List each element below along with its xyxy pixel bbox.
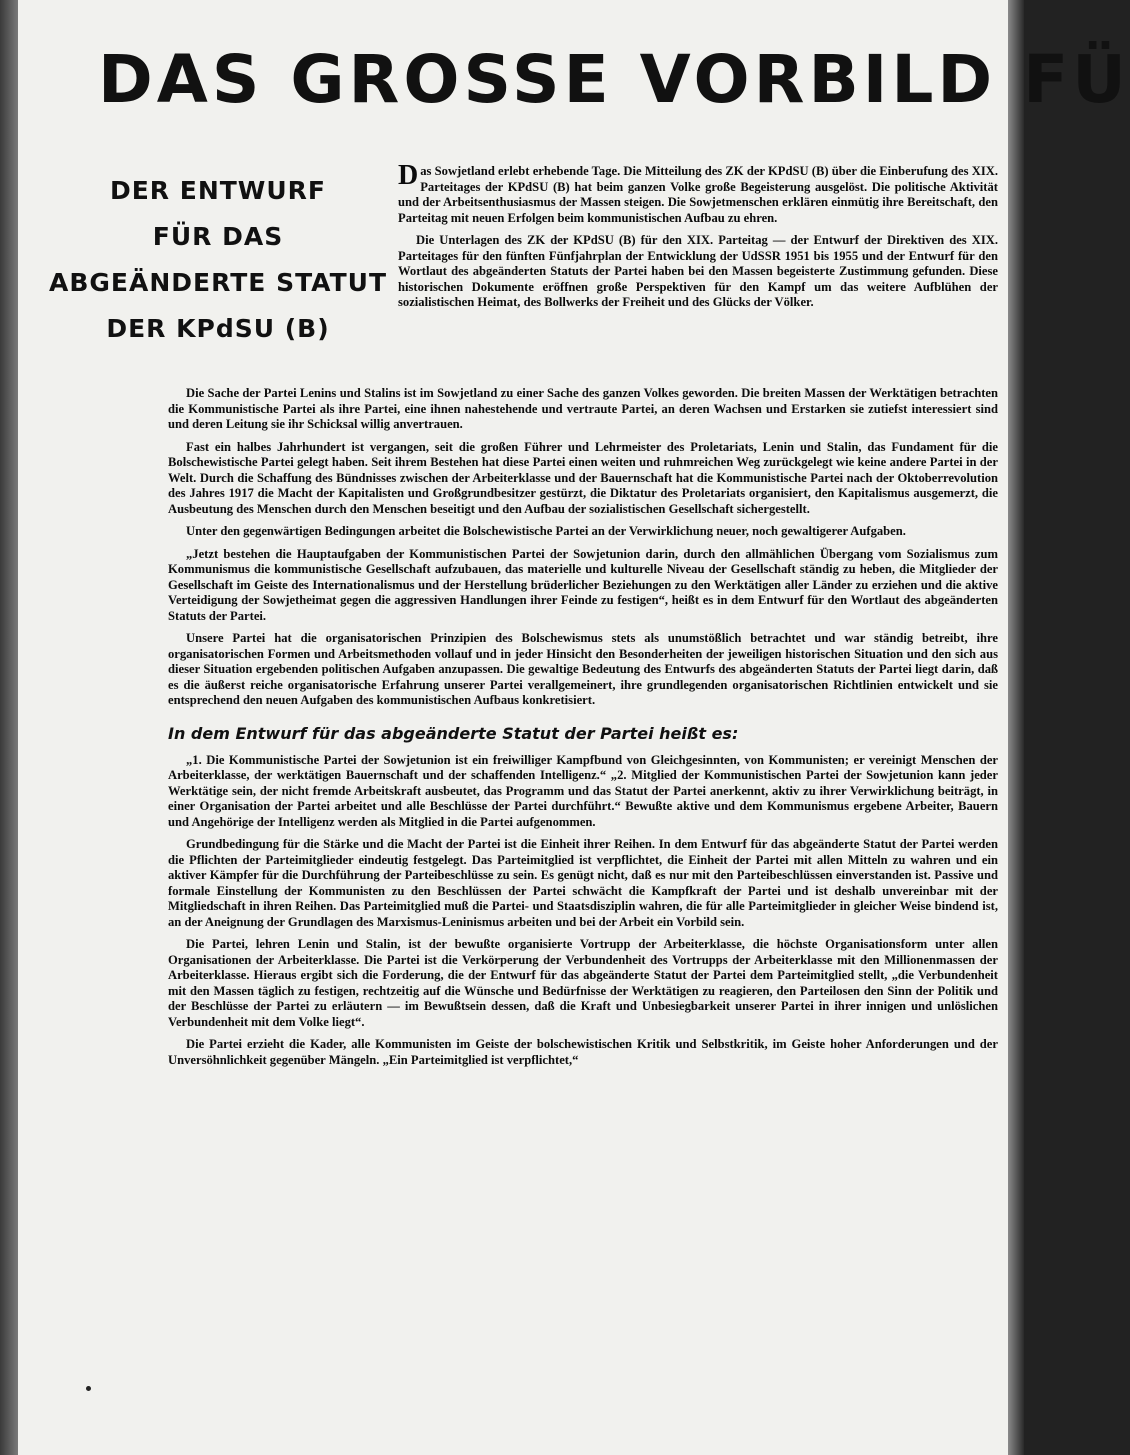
drop-cap: D xyxy=(398,160,419,191)
body-paragraph: Grundbedingung für die Stärke und die Macht der Partei ist die Einheit ihrer Reihen. In dem Entwurf für das abgeänderte Statut der Partei werden die Pflichten der Parteimitglieder eindeutig festgelegt. Das Parteimitglied ist verpflichtet, die Einheit der Partei mit allen Mitteln zu wahren und ein aktiver Kämpfer für die Durchführung der Parteibeschlüsse zu sein. Es genügt nicht, daß es nur mit den Parteibeschlüssen einverstanden ist. Passive und formale Einstellung der Kommunisten zu den Beschlüssen der Partei schwächt die Kampfkraft der Partei und ist deshalb unvereinbar mit der Mitgliedschaft in ihren Reihen. Das Parteimitglied muß die Partei- und Staatsdisziplin wahren, die für alle Parteimitglieder in gleicher Weise bindend ist, an der Aneignung der Grundlagen des Marxismus-Leninismus arbeiten und bei der Arbeit ein Vorbild sein. xyxy=(168,837,998,929)
section-subheading: In dem Entwurf für das abgeänderte Statut der Partei heißt es: xyxy=(168,723,739,743)
article-title-line: FÜR DAS xyxy=(152,222,284,251)
body-paragraph: Die Partei erzieht die Kader, alle Kommunisten im Geiste der bolschewistischen Kritik und Selbstkritik, im Geiste hoher Anforderungen und der Unversöhnlichkeit gegenüber Mängeln. „Ein Parteimitglied ist verpflichtet,“ xyxy=(168,1037,998,1067)
article-body xyxy=(168,386,998,1075)
body-paragraph: „Jetzt bestehen die Hauptaufgaben der Kommunistischen Partei der Sowjetunion darin, durch den allmählichen Übergang vom Sozialismus zum Kommunismus die kommunistische Gesellschaft aufzubauen, das materielle und kulturelle Niveau der Gesellschaft ständig zu heben, die Mitglieder der Gesellschaft im Geiste des Internationalismus und der Herstellung brüderlicher Beziehungen zu den Werktätigen aller Länder zu erziehen und die aktive Verteidigung der Sowjetheimat gegen die aggressiven Handlungen ihrer Feinde zu festigen“, heißt es in dem Entwurf für den Wortlaut des abgeänderten Statuts der Partei. xyxy=(168,546,998,623)
newspaper-page xyxy=(18,0,1130,1455)
intro-paragraph: Die Unterlagen des ZK der KPdSU (B) für den XIX. Parteitag — der Entwurf der Direktiven des XIX. Parteitages für den fünften Fünfjahrplan der Entwicklung der UdSSR 1951 bis 1955 und der Entwurf für den Wortlaut des abgeänderten Statuts der Partei haben bei den Massen begeisterte Zustimmung gefunden. Diese historischen Dokumente eröffnen große Perspektiven für den Kampf um das weitere Aufblühen der sozialistischen Heimat, des Bollwerks der Freiheit und des Glücks der Völker. xyxy=(398,233,998,309)
article-title-line: DER KPdSU (B) xyxy=(106,314,330,343)
intro-column xyxy=(398,160,998,318)
scan-left-edge xyxy=(0,0,18,1455)
body-paragraph: „1. Die Kommunistische Partei der Sowjetunion ist ein freiwilliger Kampfbund von Gleichgesinnten, von Kommunisten; er vereinigt Menschen der Arbeiterklasse, der werktätigen Bauernschaft und der schaffenden Intelligenz.“ „2. Mitglied der Kommunistischen Partei der Sowjetunion kann jeder Werktätige sein, der nicht fremde Arbeitskraft ausbeutet, das Programm und das Statut der Partei anerkennt, aktiv zu ihrer Verwirklichung beiträgt, in einer Organisation der Partei arbeitet und alle Beschlüsse der Partei durchführt.“ Bewußte aktive und dem Kommunismus ergebene Arbeiter, Bauern und Angehörige der Intelligenz werden als Mitglied in die Partei aufgenommen. xyxy=(168,752,998,829)
body-paragraph: Unsere Partei hat die organisatorischen Prinzipien des Bolschewismus stets als unumstößlich betrachtet und war ständig betreibt, ihre organisatorischen Formen und Arbeitsmethoden vollauf und in jeder Hinsicht den Besonderheiten der jeweiligen historischen Situation und den sich aus dieser Situation ergebenden politischen Aufgaben anzupassen. Die gewaltige Bedeutung des Entwurfs des abgeänderten Statuts der Partei liegt darin, daß es die äußerst reiche organisatorische Erfahrung unserer Partei verallgemeinert, ihre grundlegenden organisatorischen Richtlinien entwickelt und sie entsprechend den neuen Aufgaben des kommunistischen Aufbaus konkretisiert. xyxy=(168,631,998,707)
article-title-line: ABGEÄNDERTE STATUT xyxy=(49,268,387,297)
body-paragraph: Die Partei, lehren Lenin und Stalin, ist der bewußte organisierte Vortrupp der Arbeiterklasse, die höchste Organisationsform unter allen Organisationen der Arbeiterklasse. Die Partei ist die Verkörperung der Verbundenheit des Vortrupps der Arbeiterklasse mit den Millionenmassen der Arbeiterklasse. Hieraus ergibt sich die Forderung, die der Entwurf für das abgeänderte Statut der Partei dem Parteimitglied stellt, „die Verbundenheit mit den Massen täglich zu festigen, rechtzeitig auf die Wünsche und Bedürfnisse der Werktätigen zu reagieren, den Parteilosen den Sinn der Politik und der Beschlüsse der Partei zu erläutern — im Bewußtsein dessen, daß die Kraft und Unbesiegbarkeit unserer Partei in ihrer innigen und unlöslichen Verbundenheit mit dem Volke liegt“. xyxy=(168,937,998,1029)
article-title xyxy=(38,168,398,352)
scan-right-edge xyxy=(1008,0,1024,1455)
body-paragraph: Unter den gegenwärtigen Bedingungen arbeitet die Bolschewistische Partei an der Verwirklichung neuer, noch gewaltigerer Aufgaben. xyxy=(186,524,906,538)
page-headline: DAS GROSSE VORBILD FÜ xyxy=(98,41,1130,118)
intro-paragraph xyxy=(398,160,998,226)
scan-speck xyxy=(86,1386,91,1391)
body-paragraph: Fast ein halbes Jahrhundert ist vergangen, seit die großen Führer und Lehrmeister des Proletariats, Lenin und Stalin, das Fundament für die Bolschewistische Partei gelegt haben. Seit ihrem Bestehen hat diese Partei einen weiten und ruhmreichen Weg zurückgelegt wie keine andere Partei in der Welt. Durch die Schaffung des Bündnisses zwischen der Arbeiterklasse und der Bauernschaft hat die Kommunistische Partei nach der Oktoberrevolution des Jahres 1917 die Macht der Kapitalisten und Großgrundbesitzer gestürzt, die Diktatur des Proletariats organisiert, den Kapitalismus ausgemerzt, die Ausbeutung des Menschen durch den Menschen beseitigt und den Aufbau der sozialistischen Gesellschaft sichergestellt. xyxy=(168,439,998,516)
intro-paragraph-text: as Sowjetland erlebt erhebende Tage. Die Mitteilung des ZK der KPdSU (B) über die Einberufung des XIX. Parteitages der KPdSU (B) hat beim ganzen Volke große Begeisterung ausgelöst. Die politische Aktivität und der Arbeitsenthusiasmus der Massen steigen. Die Sowjetmenschen erklären einmütig ihre Bereitschaft, den Parteitag mit neuen Erfolgen beim kommunistischen Aufbau zu ehren. xyxy=(398,164,998,225)
body-paragraph: Die Sache der Partei Lenins und Stalins ist im Sowjetland zu einer Sache des ganzen Volkes geworden. Die breiten Massen der Werktätigen betrachten die Kommunistische Partei als ihre Partei, eine ihnen nahestehende und vertraute Partei, an deren Wachsen und Erstarken sie zutiefst interessiert sind und deren Leitung sie ihr Schicksal willig anvertrauen. xyxy=(168,386,998,431)
article-title-line: DER ENTWURF xyxy=(109,176,327,205)
